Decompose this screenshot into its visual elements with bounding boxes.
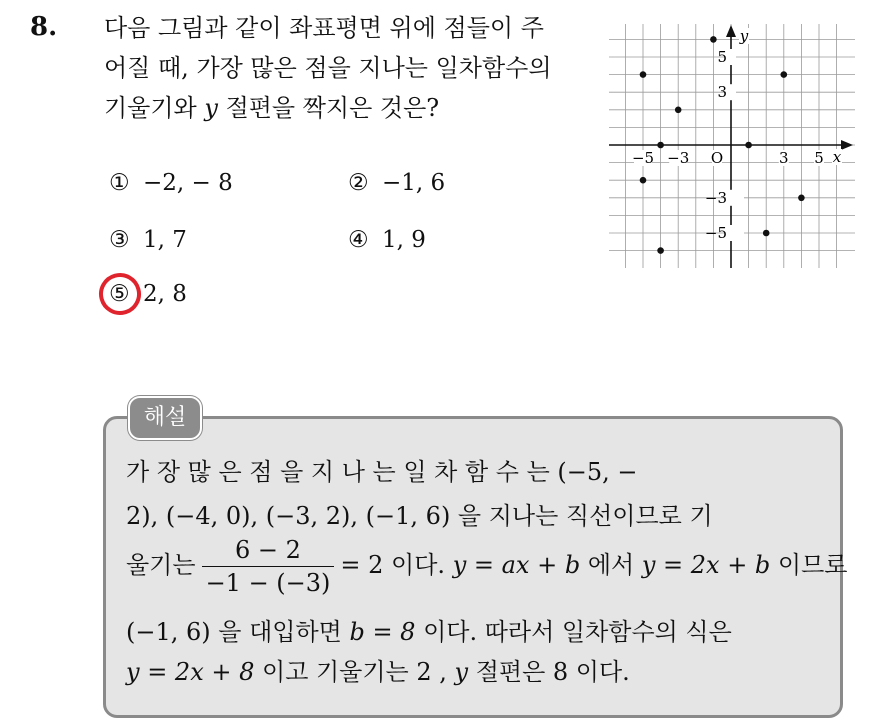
question-line-3: 기울기와 y 절편을 짝지은 것은? — [104, 94, 440, 122]
x-tick-label: −5 — [631, 149, 655, 167]
data-point — [657, 247, 664, 254]
choice-3-text: 1, 7 — [143, 227, 187, 253]
choice-3-marker: ③ — [109, 227, 130, 253]
explanation-line-3: 울기는 $\frac{6 - 2}{-1 - (-3)}$ = 2 이다. y = ax + b 에서 y = 2x + b 이므로 — [126, 536, 848, 597]
y-tick-label: −3 — [704, 188, 727, 207]
question-line-2: 어질 때, 가장 많은 점을 지나는 일차함수의 — [104, 54, 552, 82]
y-tick-label: 3 — [717, 83, 727, 102]
choice-1-text: −2, − 8 — [143, 170, 233, 196]
choice-2-marker: ② — [348, 170, 369, 196]
choice-5-marker: ⑤ — [109, 281, 130, 307]
data-point — [763, 230, 770, 237]
coordinate-plane — [609, 24, 855, 268]
question-line-1: 다음 그림과 같이 좌표평면 위에 점들이 주 — [104, 14, 544, 42]
choice-1[interactable] — [109, 170, 233, 196]
data-point — [675, 107, 682, 114]
y-tick-label: 5 — [717, 48, 727, 66]
x-axis-label: x — [832, 148, 842, 166]
choice-4-text: 1, 9 — [382, 227, 426, 253]
choice-3[interactable] — [109, 227, 187, 253]
x-axis-arrow — [841, 140, 853, 150]
data-point — [781, 71, 788, 78]
question-text — [104, 8, 584, 128]
data-point — [745, 142, 752, 149]
explanation-line-1: 가 장 많 은 점 을 지 나 는 일 차 함 수 는 (−5, − — [126, 458, 638, 486]
x-tick-label: 3 — [779, 149, 789, 167]
y-tick-label: −5 — [704, 224, 727, 242]
y-axis-label: y — [739, 27, 749, 45]
question-number: 8. — [30, 12, 58, 42]
data-point — [640, 71, 647, 78]
y-axis-arrow — [726, 25, 736, 37]
choice-2[interactable] — [348, 170, 445, 196]
slope-fraction: $\frac{6 - 2}{-1 - (-3)}$ — [202, 536, 335, 597]
choice-4-marker: ④ — [348, 227, 369, 253]
answer-circle-mark — [94, 268, 145, 319]
choice-2-text: −1, 6 — [382, 170, 446, 196]
x-tick-label: 5 — [814, 149, 824, 167]
data-point — [657, 142, 664, 149]
explanation-line-4: (−1, 6) 을 대입하면 b = 8 이다. 따라서 일차함수의 식은 — [126, 618, 732, 646]
data-point — [710, 36, 717, 43]
data-point — [640, 177, 647, 184]
data-point — [798, 195, 805, 202]
choice-4[interactable] — [348, 227, 426, 253]
origin-label: O — [710, 149, 724, 167]
explanation-line-2: 2), (−4, 0), (−3, 2), (−1, 6) 을 지나는 직선이므로 기 — [126, 502, 713, 530]
x-tick-label: −3 — [667, 149, 690, 167]
explanation-tag: 해설 — [128, 396, 202, 440]
explanation-line-5: y = 2x + 8 이고 기울기는 2 , y 절편은 8 이다. — [126, 658, 630, 686]
choice-1-marker: ① — [109, 170, 130, 196]
choice-5-text: 2, 8 — [143, 281, 187, 307]
